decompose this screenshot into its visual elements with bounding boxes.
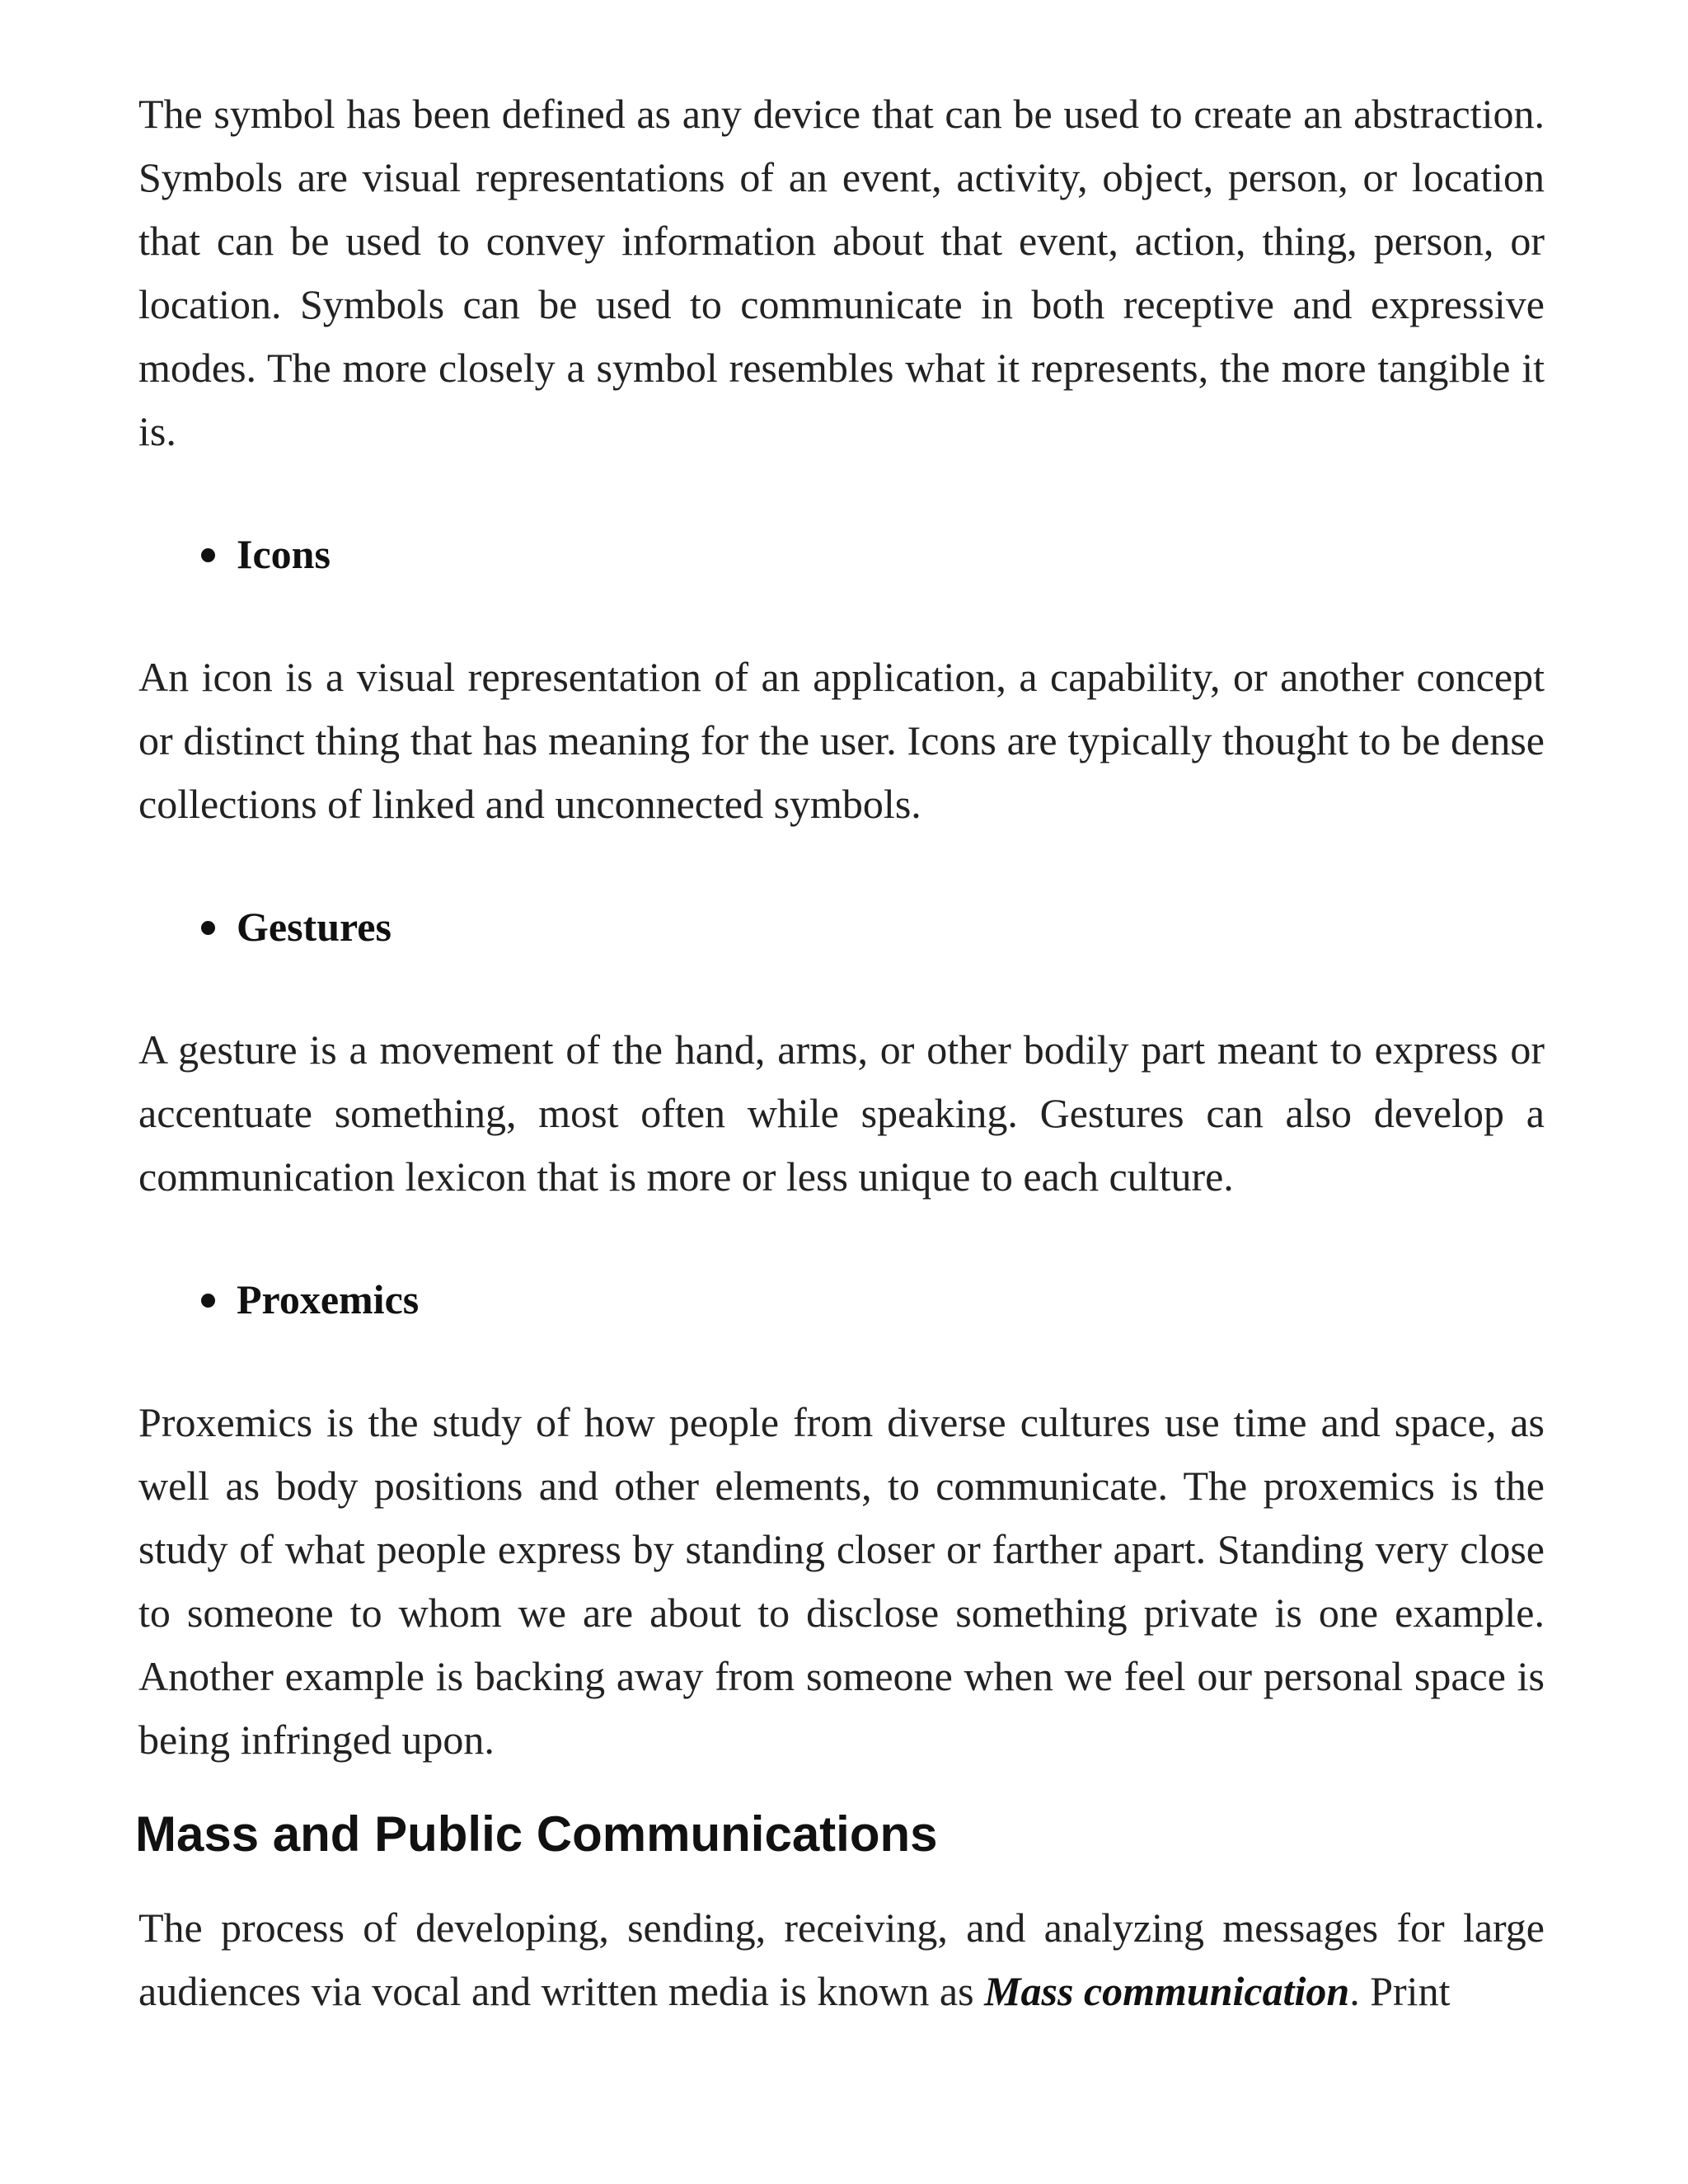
gestures-paragraph: A gesture is a movement of the hand, arms, or other bodily part meant to express or accentuate something, most often while speaking. Gestures can also develop a communication lexicon that is more or less unique to each culture. (138, 1026, 1545, 1200)
proxemics-paragraph: Proxemics is the study of how people from diverse cultures use time and space, as well as body positions and other elements, to communicate. The proxemics is the study of what people express by standing closer or farther apart. Standing very close to someone to whom we are about to disclose something private is one example. Another example is backing away from someone when we feel our personal space is being infringed upon. (138, 1399, 1545, 1763)
mass-paragraph-text: The process of developing, sending, receiving, and analyzing messages for large audiences via vocal and written media is known as (138, 1905, 1545, 2014)
mass-communication-term: Mass communication (984, 1968, 1350, 2014)
bullet-label-icons: Icons (237, 531, 331, 577)
icons-paragraph: An icon is a visual representation of an application, a capability, or another concept or distinct thing that has meaning for the user. Icons are typically thought to be dense collections of linked and unconnected symbols. (138, 654, 1545, 827)
bullet-item-icons (138, 523, 1545, 586)
mass-paragraph-tail: . Print (1349, 1968, 1451, 2014)
bullet-dot-icon (201, 548, 215, 562)
document-page (135, 82, 1545, 2023)
symbols-paragraph: The symbol has been defined as any device that can be used to create an abstraction. Symbols are visual representations of an event, activity, object, person, or location that can be used to convey information about that event, action, thing, person, or location. Symbols can be used to communicate in both receptive and expressive modes. The more closely a symbol resembles what it represents, the more tangible it is. (138, 91, 1545, 454)
bullet-label-gestures: Gestures (237, 904, 392, 950)
bullet-dot-icon (201, 921, 215, 935)
section-heading-mass-communications: Mass and Public Communications (135, 1806, 938, 1862)
bullet-item-proxemics (138, 1268, 1545, 1332)
bullet-label-proxemics: Proxemics (237, 1276, 420, 1322)
bullet-item-gestures (138, 895, 1545, 959)
mass-communication-paragraph (138, 1896, 1545, 2023)
bullet-dot-icon (201, 1294, 215, 1308)
